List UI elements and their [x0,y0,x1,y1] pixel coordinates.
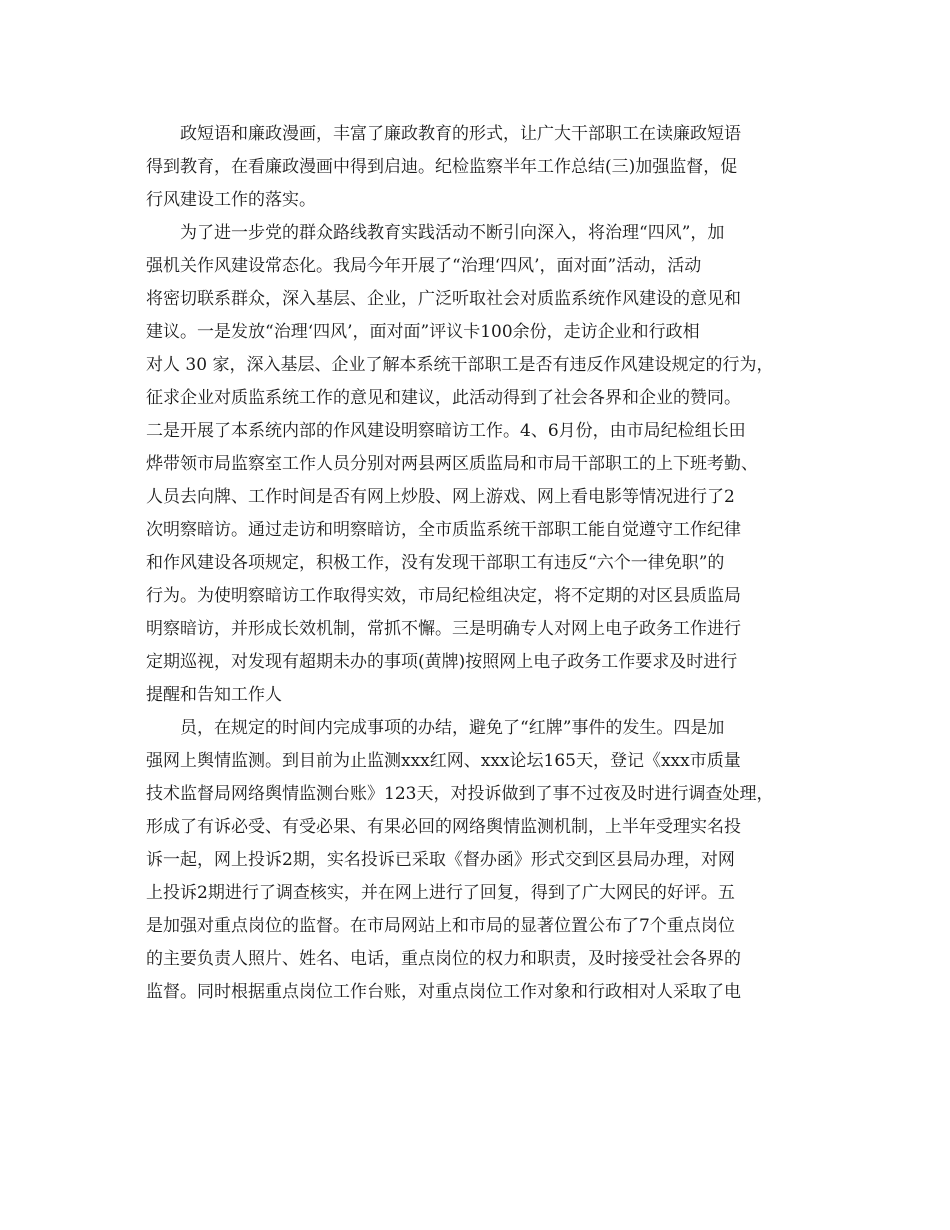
text-line: 诉一起，网上投诉2期，实名投诉已采取《督办函》形式交到区县局办理，对网 [146,850,735,870]
text-line: 将密切联系群众，深入基层、企业，广泛听取社会对质监系统作风建设的意见和 [146,289,741,309]
text-line: 技术监督局网络舆情监测台账》123天，对投诉做到了事不过夜及时进行调查处理， [146,784,774,804]
text-line: 次明察暗访。通过走访和明察暗访，全市质监系统干部职工能自觉遵守工作纪律 [146,520,741,540]
text-line: 员，在规定的时间内完成事项的办结，避免了“红牌”事件的发生。四是加 [180,718,725,738]
text-line: 得到教育，在看廉政漫画中得到启迪。纪检监察半年工作总结(三)加强监督，促 [146,157,738,177]
text-line: 建议。一是发放“治理‘四风’，面对面”评议卡100余份，走访企业和行政相 [146,322,700,342]
text-line: 为了进一步党的群众路线教育实践活动不断引向深入，将治理“四风”，加 [180,223,725,243]
text-line: 强网上舆情监测。到目前为止监测xxx红网、xxx论坛165天，登记《xxx市质量 [146,751,741,771]
text-line: 形成了有诉必受、有受必果、有果必回的网络舆情监测机制，上半年受理实名投 [146,817,741,837]
text-line: 明察暗访，并形成长效机制，常抓不懈。三是明确专人对网上电子政务工作进行 [146,619,741,639]
text-line: 的主要负责人照片、姓名、电话，重点岗位的权力和职责，及时接受社会各界的 [146,949,741,969]
text-line: 是加强对重点岗位的监督。在市局网站上和市局的显著位置公布了7个重点岗位 [146,916,735,936]
text-line: 政短语和廉政漫画，丰富了廉政教育的形式，让广大干部职工在读廉政短语 [180,124,741,144]
text-line: 行风建设工作的落实。 [146,190,316,210]
text-line: 二是开展了本系统内部的作风建设明察暗访工作。4、6月份，由市局纪检组长田 [146,421,746,441]
text-line: 强机关作风建设常态化。我局今年开展了“治理‘四风’，面对面”活动，活动 [146,256,702,276]
text-line: 征求企业对质监系统工作的意见和建议，此活动得到了社会各界和企业的赞同。 [146,388,741,408]
text-line: 烨带领市局监察室工作人员分别对两县两区质监局和市局干部职工的上下班考勤、 [146,454,758,474]
text-line: 对人 30 家，深入基层、企业了解本系统干部职工是否有违反作风建设规定的行为， [146,355,774,375]
text-line: 和作风建设各项规定，积极工作，没有发现干部职工有违反“六个一律免职”的 [146,553,725,573]
text-line: 监督。同时根据重点岗位工作台账，对重点岗位工作对象和行政相对人采取了电 [146,982,741,1002]
text-line: 上投诉2期进行了调查核实，并在网上进行了回复，得到了广大网民的好评。五 [146,883,735,903]
text-line: 定期巡视，对发现有超期未办的事项(黄牌)按照网上电子政务工作要求及时进行 [146,652,738,672]
text-line: 人员去向牌、工作时间是否有网上炒股、网上游戏、网上看电影等情况进行了2 [146,487,735,507]
text-line: 提醒和告知工作人 [146,685,282,705]
document-body [146,118,826,1009]
text-line: 行为。为使明察暗访工作取得实效，市局纪检组决定，将不定期的对区县质监局 [146,586,741,606]
